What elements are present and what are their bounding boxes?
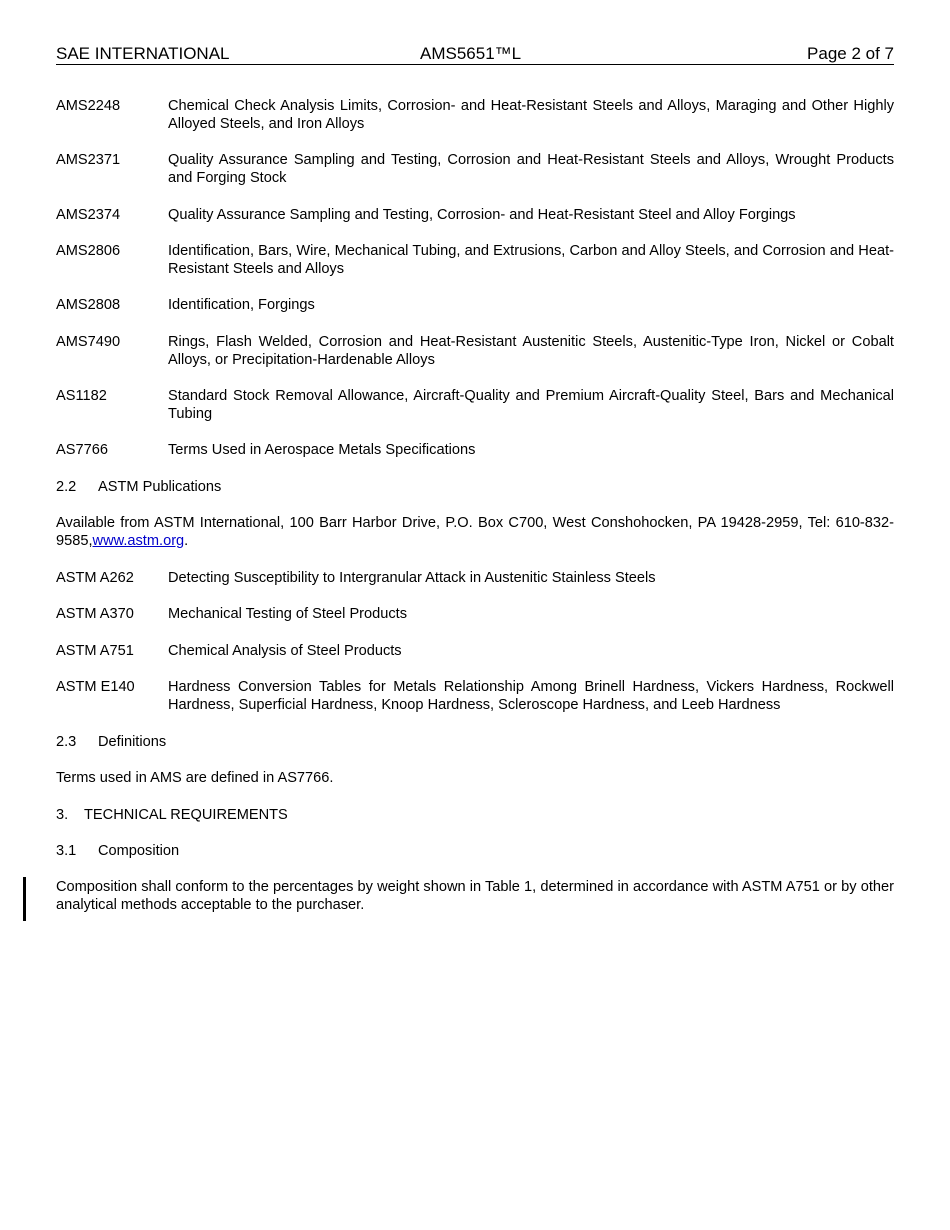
astm-availability	[56, 514, 894, 550]
definitions-text: Terms used in AMS are defined in AS7766.	[56, 770, 334, 786]
section-2-3-heading	[56, 733, 894, 751]
astm-ref-a262	[56, 569, 894, 587]
ref-code: ASTM A370	[56, 606, 134, 622]
ref-title: Hardness Conversion Tables for Metals Relationship Among Brinell Hardness, Vickers Hardness, Rockwell Hardness, Superficial Hardness, Knoop Hardness, Scleroscope Hardness, and Leeb Hardness	[168, 679, 894, 713]
section-title: ASTM Publications	[98, 479, 222, 495]
ref-title: Terms Used in Aerospace Metals Specifications	[168, 442, 476, 458]
sae-ref-amS2248	[56, 97, 894, 133]
ref-code: AMS2374	[56, 207, 121, 223]
ref-title: Mechanical Testing of Steel Products	[168, 606, 408, 622]
section-2-2-heading	[56, 478, 894, 496]
ref-code: ASTM A751	[56, 643, 134, 659]
composition-text: Composition shall conform to the percentages by weight shown in Table 1, determined in accordance with ASTM A751 or by other analytical methods acceptable to the purchaser.	[56, 879, 894, 913]
ref-title: Rings, Flash Welded, Corrosion and Heat-Resistant Austenitic Steels, Austenitic-Type Iron, Nickel or Cobalt Alloys, or Precipitation-Hardenable Alloys	[168, 334, 894, 368]
ref-code: ASTM A262	[56, 570, 134, 586]
ref-title: Identification, Forgings	[168, 297, 315, 313]
section-title: Definitions	[98, 734, 167, 750]
ref-code: AS7766	[56, 442, 108, 458]
ref-code: AMS2248	[56, 98, 121, 114]
ref-code: AMS7490	[56, 334, 121, 350]
ref-title: Chemical Check Analysis Limits, Corrosion- and Heat-Resistant Steels and Alloys, Maraging and Other Highly Alloyed Steels, and Iron Alloys	[168, 98, 894, 132]
ref-code: ASTM E140	[56, 679, 135, 695]
section-number: 3.1	[56, 843, 77, 859]
sae-ref-ams2808	[56, 296, 894, 314]
section-3-1-heading	[56, 842, 894, 860]
sae-ref-ams2374	[56, 206, 894, 224]
astm-ref-a751	[56, 642, 894, 660]
sae-ref-ams7490	[56, 333, 894, 369]
revision-change-bar	[23, 877, 26, 921]
ref-title: Chemical Analysis of Steel Products	[168, 643, 402, 659]
sae-ref-ams2371	[56, 151, 894, 187]
section-title: TECHNICAL REQUIREMENTS	[84, 807, 288, 823]
astm-website-link[interactable]: www.astm.org	[92, 533, 185, 549]
ref-code: AMS2806	[56, 243, 121, 259]
ref-title: Identification, Bars, Wire, Mechanical Tubing, and Extrusions, Carbon and Alloy Steels, and Corrosion and Heat-Resistant Steels and Alloys	[168, 243, 894, 277]
ref-title: Standard Stock Removal Allowance, Aircraft-Quality and Premium Aircraft-Quality Steel, Bars and Mechanical Tubing	[168, 388, 894, 422]
astm-ref-a370	[56, 605, 894, 623]
header-doc-id: AMS5651™L	[420, 44, 522, 63]
section-number: 2.3	[56, 734, 77, 750]
ref-code: AMS2371	[56, 152, 121, 168]
section-number: 3.	[56, 807, 69, 823]
sae-ref-ams2806	[56, 242, 894, 278]
ref-title: Quality Assurance Sampling and Testing, Corrosion- and Heat-Resistant Steel and Alloy Forgings	[168, 207, 796, 223]
header-page-number: Page 2 of 7	[807, 44, 894, 63]
ref-code: AMS2808	[56, 297, 121, 313]
astm-ref-e140	[56, 678, 894, 714]
ref-title: Quality Assurance Sampling and Testing, Corrosion and Heat-Resistant Steels and Alloys, Wrought Products and Forging Stock	[168, 152, 894, 186]
section-3-heading	[56, 806, 894, 824]
sae-ref-as1182	[56, 387, 894, 423]
section-number: 2.2	[56, 479, 77, 495]
availability-period: .	[184, 533, 189, 549]
availability-text: Available from ASTM International, 100 Barr Harbor Drive, P.O. Box C700, West Conshohocken, PA 19428-2959, Tel: 610-832-9585,	[56, 515, 894, 549]
ref-title: Detecting Susceptibility to Intergranular Attack in Austenitic Stainless Steels	[168, 570, 656, 586]
section-title: Composition	[98, 843, 180, 859]
header-org: SAE INTERNATIONAL	[56, 44, 230, 63]
sae-ref-as7766	[56, 441, 894, 459]
page-header	[56, 44, 894, 65]
ref-code: AS1182	[56, 388, 107, 404]
